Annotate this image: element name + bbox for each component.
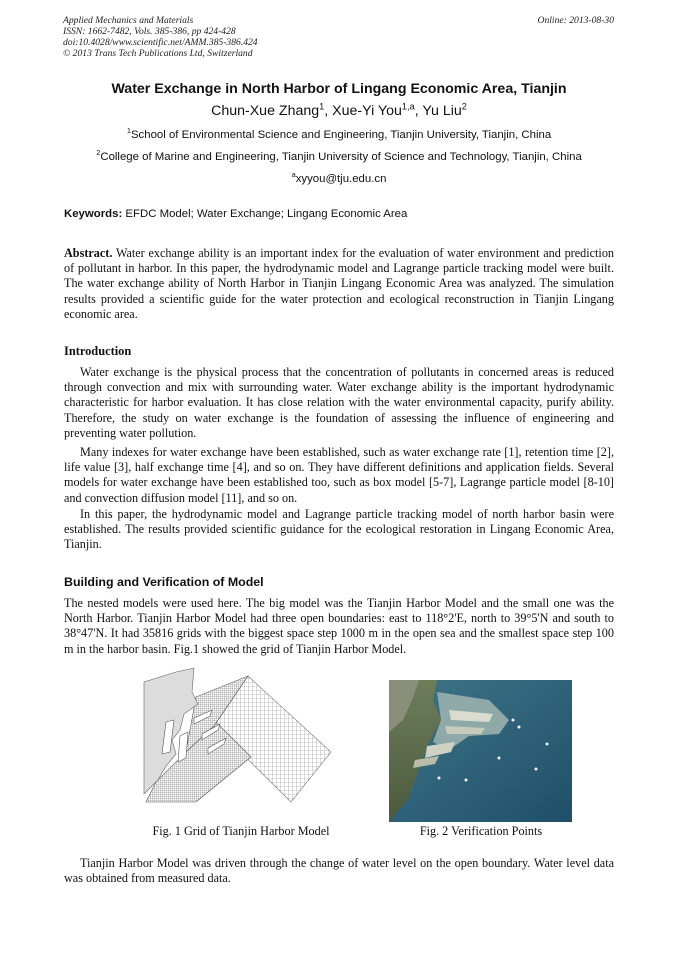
abstract — [64, 246, 614, 322]
model-heading: Building and Verification of Model — [64, 575, 264, 589]
online-date: Online: 2013-08-30 — [537, 15, 614, 26]
intro-paragraph-2: Many indexes for water exchange have been established, such as water exchange rate [1], retention time [2], life value [3], half exchange time [4], and so on. They have different definitions and application fields. Several models for water exchange have been established too, such as box model [5-7], Lagrange particle model [8-10] and convection diffusion model [11], and so on. — [64, 445, 614, 505]
verification-point-icon — [465, 779, 468, 782]
author-email[interactable]: $^a$xyyou@tju.edu.cn — [291, 170, 387, 185]
paper-title: Water Exchange in North Harbor of Lingang Economic Area, Tianjin — [111, 81, 567, 97]
figure-2-satellite — [389, 680, 572, 822]
harbor-grid-image — [136, 662, 332, 804]
author-sup: 2 — [461, 101, 467, 112]
satellite-image — [389, 680, 572, 822]
figure-1-caption: Fig. 1 Grid of Tianjin Harbor Model — [152, 824, 330, 838]
figure-2-caption: Fig. 2 Verification Points — [419, 824, 543, 838]
author-list: Chun-Xue Zhang$^1$, Xue-Yi You$^{1,a}$, Yu Liu$^2$ — [211, 101, 467, 119]
author-name: Xue-Yi You — [332, 103, 402, 119]
abstract-text: Water exchange ability is an important index for the evaluation of water environment and prediction of pollutant in harbor. In this paper, the hydrodynamic model and Lagrange particle tracking model were built. The water exchange ability of North Harbor in Tianjin Lingang Economic Area was analyzed. The simulation results provided a scientific guide for the water protection and ecological reconstruction in Tianjin Lingang economic area. — [64, 246, 615, 321]
journal-header — [63, 15, 258, 59]
verification-point-icon — [512, 719, 515, 722]
verification-point-icon — [498, 757, 501, 760]
author-name: Yu Liu — [422, 103, 462, 119]
verification-point-icon — [438, 777, 441, 780]
journal-name: Applied Mechanics and Materials — [63, 15, 194, 26]
affiliation-2: $^2$College of Marine and Engineering, Tianjin University of Science and Technology, Tianjin, China — [96, 148, 582, 163]
intro-paragraph-3: In this paper, the hydrodynamic model and Lagrange particle tracking model of north harbor basin were established. The results provided scientific guidance for the ecological restoration in Lingang Economic Area, Tianjin. — [64, 507, 614, 552]
introduction-heading: Introduction — [64, 344, 132, 358]
verification-point-icon — [535, 768, 538, 771]
author-sup: 1 — [319, 101, 325, 112]
verification-point-icon — [518, 726, 521, 729]
model-paragraph: The nested models were used here. The big model was the Tianjin Harbor Model and the small one was the North Harbor. Tianjin Harbor Model had three open boundaries: east to 118°2'E, north to 39°5'N and south to 38°47'N. It had 35816 grids with the biggest space step 1000 m in the open sea and the smallest space step 100 m in the harbor basin. Fig.1 showed the grid of Tianjin Harbor Model. — [64, 596, 614, 656]
keywords-label: Keywords: — [64, 208, 123, 220]
closing-paragraph: Tianjin Harbor Model was driven through the change of water level on the open boundary. Water level data was obtained from measured data. — [64, 856, 614, 886]
keywords-text: EFDC Model; Water Exchange; Lingang Economic Area — [125, 208, 408, 220]
journal-issn: ISSN: 1662-7482, Vols. 385-386, pp 424-428 — [63, 26, 236, 37]
verification-point-icon — [546, 743, 549, 746]
author-name: Chun-Xue Zhang — [211, 103, 320, 119]
journal-copyright: © 2013 Trans Tech Publications Ltd, Switzerland — [63, 48, 253, 59]
abstract-label: Abstract. — [64, 246, 113, 260]
figure-1-grid — [136, 662, 332, 804]
intro-paragraph-1: Water exchange is the physical process that the concentration of pollutants in concerned areas is reduced through convection and mix with surrounding water. Water exchange ability is the important hydrodynamic characteristic for harbor evaluation. It has close relation with the water environmental capacity, purify ability. Therefore, the study on water exchange is the foundation of assessing the influence of engineering and preventing water pollution. — [64, 365, 614, 440]
keywords — [64, 208, 407, 220]
affiliation-1: $^1$School of Environmental Science and Engineering, Tianjin University, Tianjin, China — [126, 126, 552, 141]
journal-doi: doi:10.4028/www.scientific.net/AMM.385-386.424 — [63, 37, 258, 48]
author-sup: 1,a — [401, 101, 415, 112]
